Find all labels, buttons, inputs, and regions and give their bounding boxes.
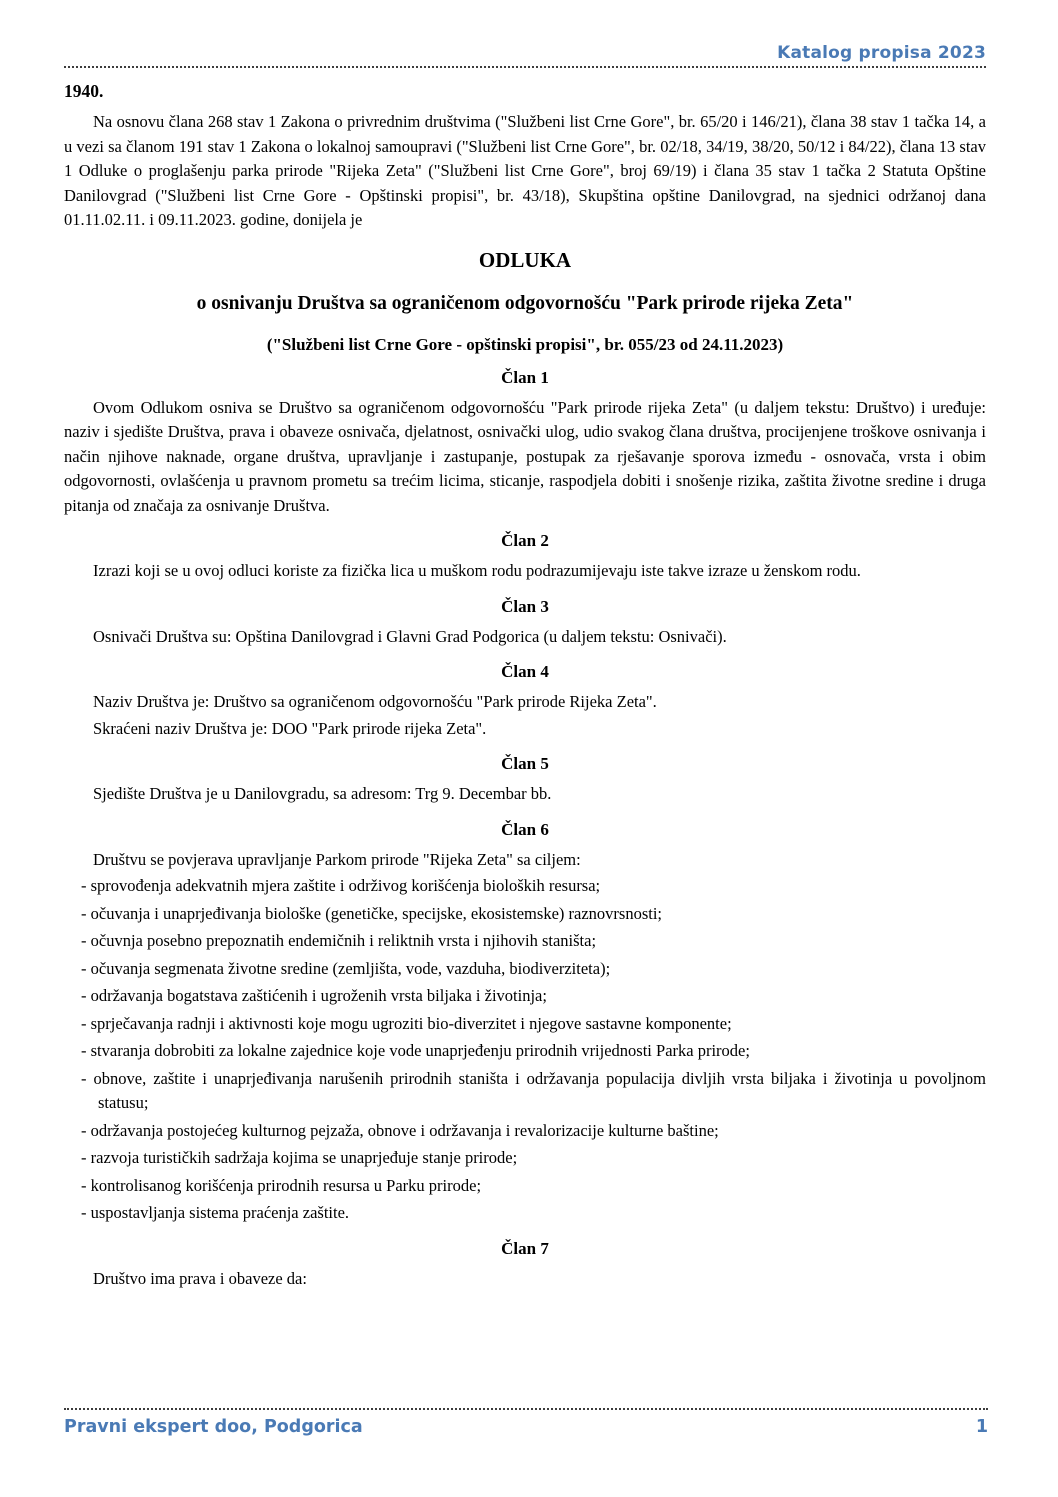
article-list-item: - sprovođenja adekvatnih mjera zaštite i održivog korišćenja bioloških resursa; (81, 876, 601, 895)
article-heading: Član 2 (501, 531, 549, 550)
article-paragraph: Društvu se povjerava upravljanje Parkom prirode "Rijeka Zeta" sa ciljem: (93, 849, 581, 869)
article-paragraph: Izrazi koji se u ovoj odluci koriste za fizička lica u muškom rodu podrazumijevaju iste takve izraze u ženskom rodu. (93, 561, 861, 580)
article-list-item: - održavanja bogatstava zaštićenih i ugroženih vrsta biljaka i životinja; (81, 986, 547, 1005)
article-heading: Član 5 (501, 754, 549, 773)
article-list-item: - stvaranja dobrobiti za lokalne zajednice koje vode unaprjeđenju prirodnih vrijednosti Parka prirode; (81, 1041, 750, 1060)
article-list-item: - očuvanja i unaprjeđivanja biološke (genetičke, specijske, ekosistemske) raznovrsnosti; (81, 903, 662, 923)
gazette-reference: ("Službeni list Crne Gore - opštinski propisi", br. 055/23 od 24.11.2023) (266, 334, 784, 354)
footer-row (64, 1417, 988, 1437)
decision-title: ODLUKA (478, 247, 572, 272)
decision-subtitle: o osnivanju Društva sa ograničenom odgovornošću "Park prirode rijeka Zeta" (196, 292, 854, 314)
article (64, 753, 986, 807)
doc-number: 1940. (64, 81, 104, 101)
article (64, 530, 986, 584)
document-content (64, 80, 986, 1291)
article-paragraph: Naziv Društva je: Društvo sa ograničenom odgovornošću "Park prirode Rijeka Zeta". (93, 692, 657, 711)
footer-page-number: 1 (975, 1417, 988, 1437)
preamble-paragraph: Na osnovu člana 268 stav 1 Zakona o privrednim društvima ("Službeni list Crne Gore", br. 65/20 i 146/21), člana 38 stav 1 tačka 14, a u vezi sa članom 191 stav 1 Zakona o lokalnoj samoupravi ("Službeni list Crne Gore", br. 02/18, 34/19, 38/20, 50/12 i 84/22), člana 13 stav 1 Odluke o proglašenju parka prirode "Rijeka Zeta" ("Službeni list Crne Gore", broj 69/19) i člana 35 stav 1 tačka 2 Statuta Opštine Danilovgrad ("Službeni list Crne Gore - Opštinski propisi", br. 43/18), Skupština opštine Danilovgrad, na sjednici održanoj dana 01.11.02.11. i 09.11.2023. godine, donijela je (64, 112, 986, 229)
header-title: Katalog propisa 2023 (777, 43, 986, 63)
article-list-item: - obnove, zaštite i unaprjeđivanja narušenih prirodnih staništa i održavanja populacija divljih vrsta biljaka i životinja u povoljnom statusu; (81, 1068, 986, 1112)
article-list-item: - uspostavljanja sistema praćenja zaštite. (81, 1203, 350, 1222)
article (64, 367, 986, 519)
page-footer (64, 1408, 988, 1437)
article-paragraph: Društvo ima prava i obaveze da: (93, 1268, 307, 1288)
article (64, 596, 986, 650)
article-heading: Član 6 (501, 819, 549, 839)
article-paragraph: Osnivači Društva su: Opština Danilovgrad i Glavni Grad Podgorica (u daljem tekstu: Osnivači). (93, 626, 727, 646)
article-heading: Član 4 (501, 662, 549, 681)
article-list-item: - razvoja turističkih sadržaja kojima se unaprjeđuje stanje prirode; (81, 1148, 518, 1167)
article-paragraph: Sjedište Društva je u Danilovgradu, sa adresom: Trg 9. Decembar bb. (93, 784, 552, 803)
articles-container (64, 367, 986, 1292)
article-paragraph: Skraćeni naziv Društva je: DOO "Park prirode rijeka Zeta". (93, 718, 487, 738)
article-heading: Član 1 (501, 367, 549, 387)
article (64, 819, 986, 1226)
article-list-item: - održavanja postojećeg kulturnog pejzaža, obnove i održavanja i revalorizacije kulturne baštine; (81, 1120, 719, 1140)
article-list-item: - kontrolisanog korišćenja prirodnih resursa u Parku prirode; (81, 1175, 482, 1195)
article-list-item: - sprječavanja radnji i aktivnosti koje mogu ugroziti bio-diverzitet i njegove sastavne komponente; (81, 1013, 732, 1033)
article-list-item: - očuvnja posebno prepoznatih endemičnih i reliktnih vrsta i njihovih staništa; (81, 931, 597, 950)
article-paragraph: Ovom Odlukom osniva se Društvo sa ograničenom odgovornošću "Park prirode rijeka Zeta" (u daljem tekstu: Društvo) i uređuje: naziv i sjedište Društva, prava i obaveze osnivača, djelatnost, osnivački ulog, udio svakog člana društva, procijenjene troškove osnivanja i način njihove naknade, organe društva, upravljanje i zastupanje, postupak za rješavanje sporova između - osnovača, vrsta i obim odgovornosti, ovlašćenja u pravnom prometu sa trećim licima, sticanje, raspodjela dobiti i snošenje rizika, zaštita životne sredine i druga pitanja od značaja za osnivanje Društva. (64, 397, 986, 515)
article (64, 661, 986, 741)
article-heading: Član 7 (501, 1238, 549, 1258)
footer-publisher: Pravni ekspert doo, Podgorica (64, 1417, 363, 1437)
page-header (64, 44, 986, 68)
article-heading: Član 3 (501, 596, 549, 616)
article (64, 1238, 986, 1292)
article-list-item: - očuvanja segmenata životne sredine (zemljišta, vode, vazduha, biodiverziteta); (81, 958, 611, 978)
